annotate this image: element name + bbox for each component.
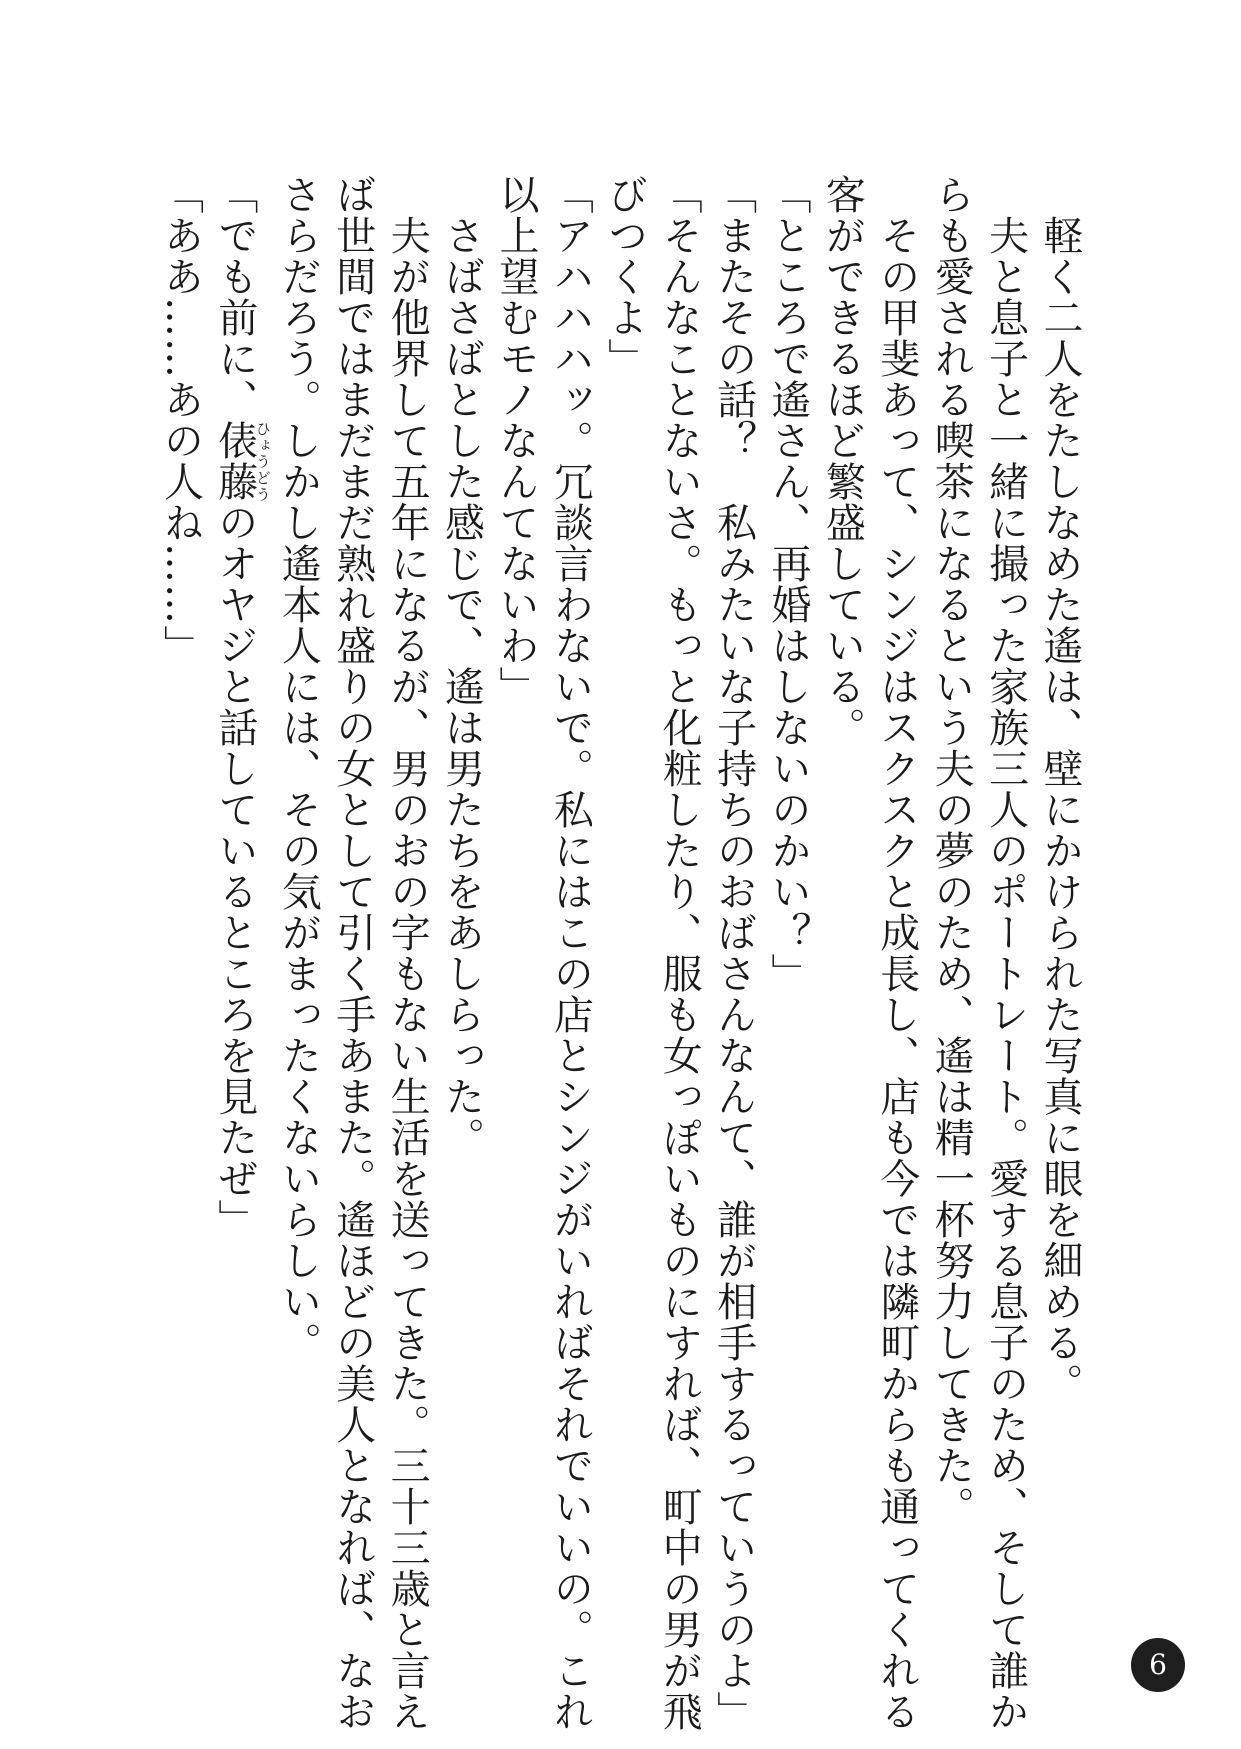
vertical-text-body xyxy=(153,174,1087,1732)
ruby-line-after: のオヤジと話しているところを見たぜ」 xyxy=(211,502,258,1240)
text-line-with-ruby xyxy=(208,174,271,1574)
text-line: 以上望むモノなんてないわ」 xyxy=(492,174,539,707)
ruby-base: 俵藤 xyxy=(211,420,258,502)
ruby-line-before: 「でも前に、 xyxy=(211,174,258,420)
text-line: 軽く二人をたしなめた遙は、壁にかけられた写真に眼を細める。 xyxy=(1037,174,1083,1404)
text-line: びつくよ」 xyxy=(601,174,648,379)
text-line: 「ああ……あの人ね……」 xyxy=(157,174,204,666)
text-line: 夫が他界して五年になるが、男のおの字もない生活を送ってきた。三十三歳と言え xyxy=(384,174,431,1732)
text-line: 「そんなことないさ。もっと化粧したり、服も女っぽいものにすれば、町中の男が飛 xyxy=(656,174,703,1732)
name-with-reading xyxy=(211,420,272,502)
text-line: 「またその話？ 私みたいな子持ちのおばさんなんて、誰が相手するっていうのよ」 xyxy=(710,174,757,1732)
text-line: 夫と息子と一緒に撮った家族三人のポートレート。愛する息子のため、そして誰か xyxy=(982,174,1029,1732)
text-line: さらだろう。しかし遙本人には、その気がまったくないらしい。 xyxy=(275,174,322,1363)
page-number: 6 xyxy=(1149,1648,1167,1681)
text-line: 「ところで遙さん、再婚はしないのかい？」 xyxy=(764,174,811,994)
text-line: らも愛される喫茶になるという夫の夢のため、遙は精一杯努力してきた。 xyxy=(928,174,975,1527)
text-line: 「アハハハッ。冗談言わないで。私にはこの店とシンジがいればそれでいいの。これ xyxy=(547,174,594,1732)
page-number-badge xyxy=(1131,1638,1185,1692)
text-line: 客ができるほど繁盛している。 xyxy=(819,174,866,748)
text-line: その甲斐あって、シンジはスクスクと成長し、店も今では隣町からも通ってくれる xyxy=(873,174,920,1732)
text-line: ば世間ではまだまだ熟れ盛りの女として引く手あまた。遙ほどの美人となれば、なお xyxy=(329,174,376,1732)
ruby-reading: ひょうどう xyxy=(253,420,272,502)
text-line: さばさばとした感じで、遙は男たちをあしらった。 xyxy=(438,174,485,1158)
